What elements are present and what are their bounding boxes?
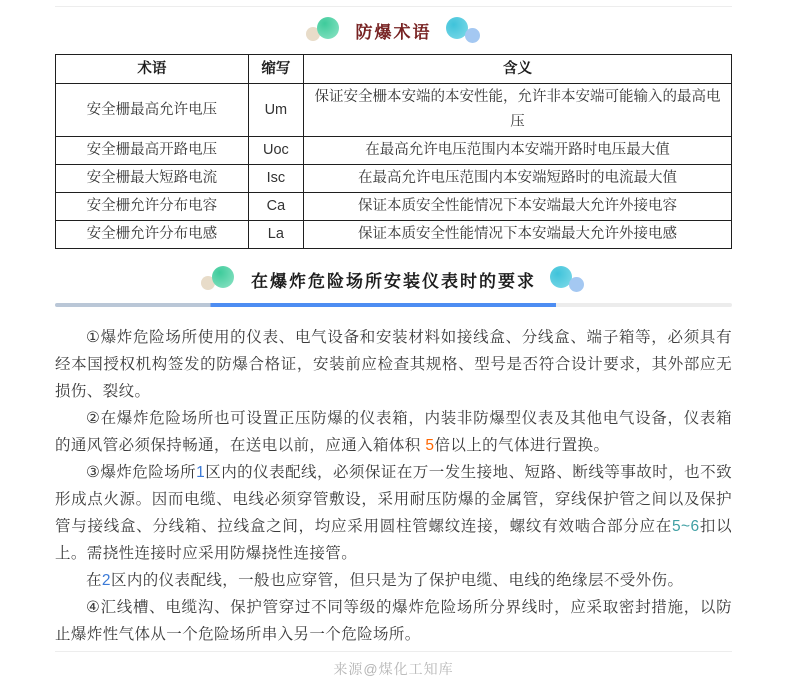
paragraph-text: ②在爆炸危险场所也可设置正压防爆的仪表箱，内装非防爆型仪表及其他电气设备，仪表箱的通风管必须保持畅通，在送电以前，应通入箱体积 [55, 410, 732, 454]
footer-source: 来源@煤化工知库 [333, 661, 454, 677]
highlighted-number: 1 [196, 464, 206, 481]
paragraph [55, 459, 732, 567]
section1-title: 防爆术语 [355, 22, 432, 42]
section-underline [55, 303, 732, 307]
table-header-row [56, 55, 732, 84]
paragraphs [55, 324, 732, 648]
page [55, 6, 732, 679]
paragraph [55, 405, 732, 459]
highlighted-number: 2 [101, 572, 111, 589]
paragraph [55, 567, 732, 594]
abbr-cell: Um [248, 84, 303, 137]
paragraph-text: 倍以上的气体进行置换。 [434, 437, 610, 454]
term-cell: 安全栅允许分布电感 [56, 221, 249, 249]
term-cell: 安全栅最高允许电压 [56, 84, 249, 137]
table-row [56, 137, 732, 165]
term-cell: 安全栅最大短路电流 [56, 165, 249, 193]
decor-circles-right-icon [550, 266, 586, 292]
decor-circles-right-icon [446, 17, 482, 43]
abbr-cell: Uoc [248, 137, 303, 165]
paragraph-text: ④汇线槽、电缆沟、保护管穿过不同等级的爆炸危险场所分界线时，应采取密封措施，以防止爆炸性气体从一个危险场所串入另一个危险场所。 [55, 599, 732, 643]
abbr-cell: Isc [248, 165, 303, 193]
table-head [56, 55, 732, 84]
section2-header [55, 265, 732, 293]
meaning-cell: 保证本质安全性能情况下本安端最大允许外接电容 [304, 193, 732, 221]
section1-header [55, 16, 732, 44]
term-cell: 安全栅允许分布电容 [56, 193, 249, 221]
abbr-cell: La [248, 221, 303, 249]
highlighted-number: 5 [425, 437, 435, 454]
table-row [56, 221, 732, 249]
meaning-cell: 在最高允许电压范围内本安端短路时的电流最大值 [304, 165, 732, 193]
paragraph-text: 扣以上。需挠性连接时应采用防爆挠性连接管。 [55, 518, 732, 562]
paragraph [55, 594, 732, 648]
paragraph-text: 在 [86, 572, 102, 589]
meaning-cell: 保证本质安全性能情况下本安端最大允许外接电感 [304, 221, 732, 249]
terms-table [55, 54, 732, 249]
decor-circles-left-icon [201, 266, 237, 292]
column-header: 缩写 [248, 55, 303, 84]
paragraph-text: 区内的仪表配线，必须保证在万一发生接地、短路、断线等事故时，也不致形成点火源。因而电缆、电线必须穿管敷设，采用耐压防爆的金属管，穿线保护管之间以及保护管与接线盒、分线箱、拉线盒之间，均应采用圆柱管螺纹连接，螺纹有效啮合部分应在 [55, 464, 733, 535]
term-cell: 安全栅最高开路电压 [56, 137, 249, 165]
column-header: 含义 [304, 55, 732, 84]
table-body [56, 84, 732, 249]
paragraph-text: ①爆炸危险场所使用的仪表、电气设备和安装材料如接线盒、分线盒、端子箱等，必须具有经本国授权机构签发的防爆合格证，安装前应检查其规格、型号是否符合设计要求，其外部应无损伤、裂纹。 [55, 329, 732, 400]
paragraph-text: ③爆炸危险场所 [86, 464, 197, 481]
table-row [56, 84, 732, 137]
table-row [56, 165, 732, 193]
meaning-cell: 保证安全栅本安端的本安性能，允许非本安端可能输入的最高电压 [304, 84, 732, 137]
decor-circles-left-icon [306, 17, 342, 43]
paragraph-text: 区内的仪表配线，一般也应穿管，但只是为了保护电缆、电线的绝缘层不受外伤。 [110, 572, 684, 589]
top-divider [55, 6, 732, 7]
table-row [56, 193, 732, 221]
section2-title: 在爆炸危险场所安装仪表时的要求 [251, 271, 536, 291]
meaning-cell: 在最高允许电压范围内本安端开路时电压最大值 [304, 137, 732, 165]
bottom-divider [55, 651, 732, 652]
column-header: 术语 [56, 55, 249, 84]
highlighted-number: 5~6 [672, 518, 700, 535]
paragraph [55, 324, 732, 405]
abbr-cell: Ca [248, 193, 303, 221]
